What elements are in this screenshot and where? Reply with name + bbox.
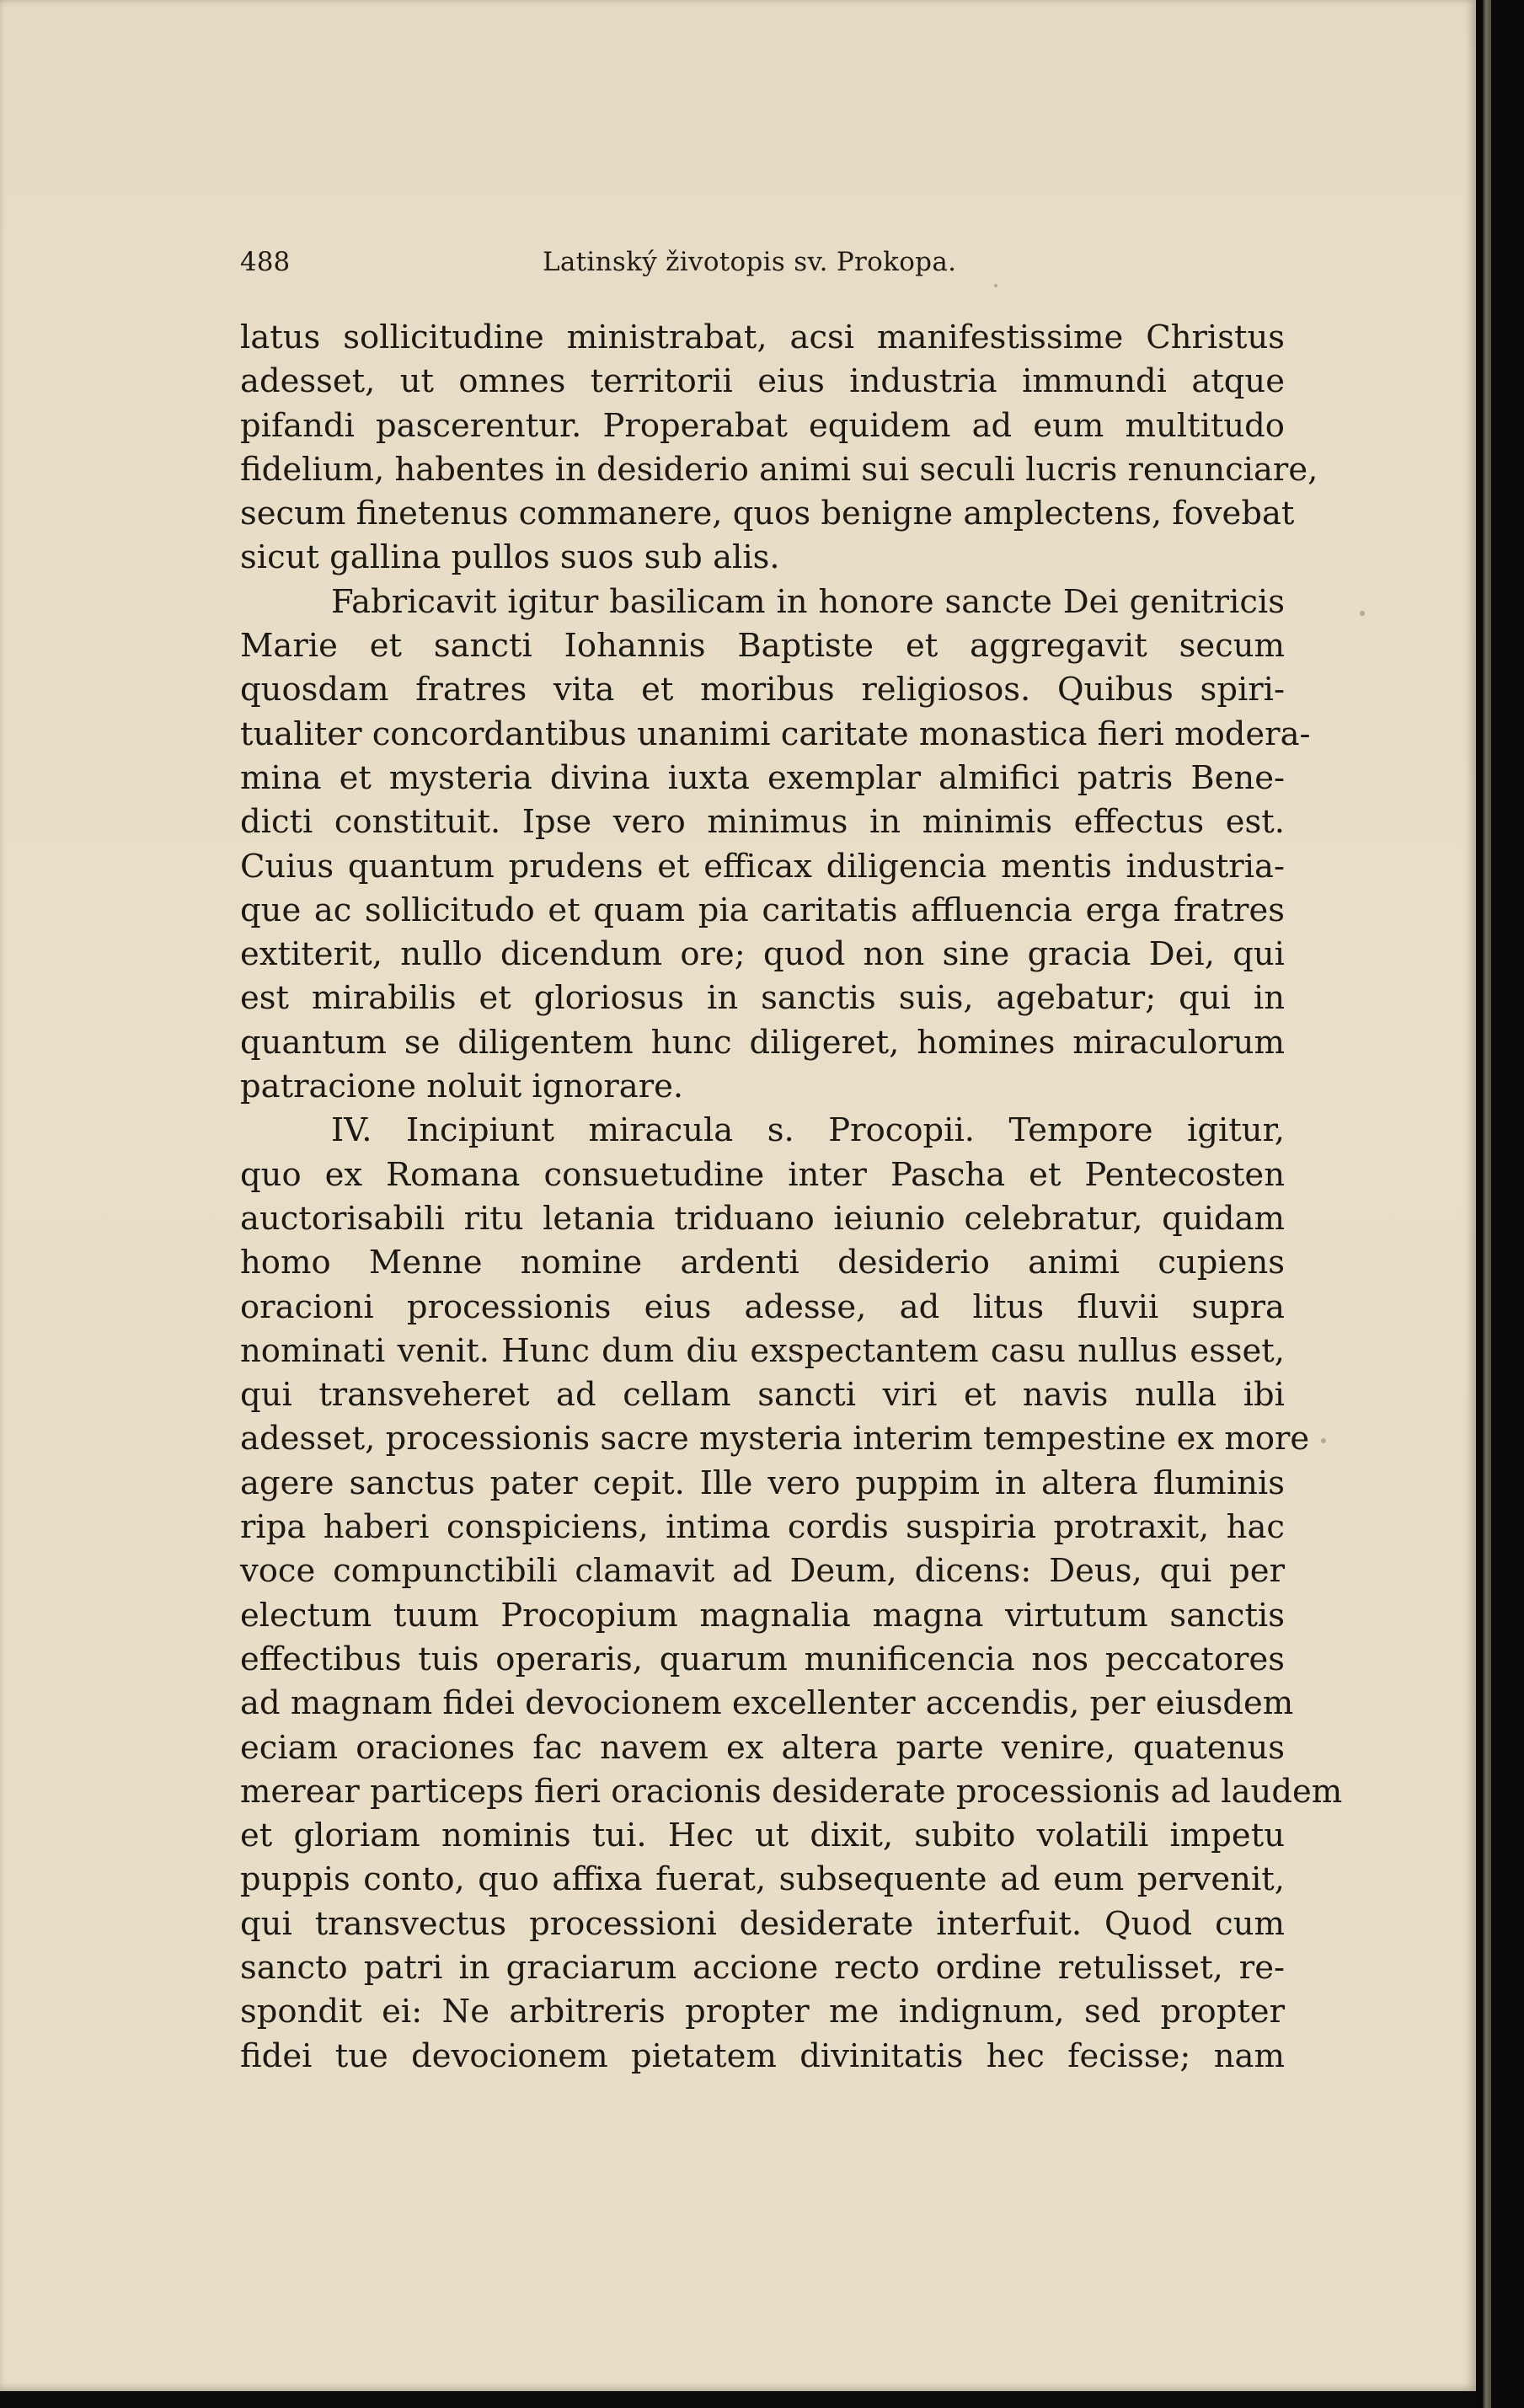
text-line: sicut gallina pullos suos sub alis. — [240, 538, 780, 577]
text-line: pifandi pascerentur. Properabat equidem ad eum multitudo — [240, 406, 1285, 445]
running-head — [240, 247, 1285, 287]
text-line: est mirabilis et gloriosus in sanctis suis, agebatur; qui in — [240, 979, 1285, 1018]
text-line: Cuius quantum prudens et efficax diligencia mentis industria- — [240, 847, 1285, 886]
text-line: mina et mysteria divina iuxta exemplar almifici patris Bene- — [240, 758, 1285, 797]
text-line: quosdam fratres vita et moribus religiosos. Quibus spiri- — [240, 671, 1285, 709]
text-line: extiterit, nullo dicendum ore; quod non sine gracia Dei, qui — [240, 935, 1285, 974]
text-line: et gloriam nominis tui. Hec ut dixit, subito volatili impetu — [240, 1817, 1285, 1855]
text-line: effectibus tuis operaris, quarum munificencia nos peccatores — [240, 1640, 1285, 1678]
text-line: dicti constituit. Ipse vero minimus in minimis effectus est. — [240, 803, 1285, 842]
text-line: qui transvectus processioni desiderate interfuit. Quod cum — [240, 1904, 1285, 1943]
text-line: fidelium, habentes in desiderio animi sui seculi lucris renunciare, — [240, 450, 1318, 489]
text-line: secum finetenus commanere, quos benigne amplectens, fovebat — [240, 495, 1295, 533]
text-line: spondit ei: Ne arbitreris propter me indignum, sed propter — [240, 1993, 1285, 2031]
text-line: quantum se diligentem hunc diligeret, homines miraculorum — [240, 1023, 1285, 1062]
book-edge — [1476, 0, 1524, 2408]
text-line: homo Menne nomine ardenti desiderio animi cupiens — [240, 1244, 1285, 1282]
adjacent-page-edge — [1483, 0, 1491, 2408]
page-number: 488 — [240, 247, 291, 277]
text-line: ripa haberi conspiciens, intima cordis suspiria protraxit, hac — [240, 1508, 1285, 1547]
body-text — [240, 316, 1343, 2079]
paper-speck — [1321, 1438, 1326, 1443]
running-title: Latinský životopis sv. Prokopa. — [543, 247, 957, 277]
text-line: ad magnam fidei devocionem excellenter accendis, per eiusdem — [240, 1684, 1294, 1723]
text-line: que ac sollicitudo et quam pia caritatis affluencia erga fratres — [240, 891, 1285, 929]
text-line: qui transveheret ad cellam sancti viri et navis nulla ibi — [240, 1376, 1285, 1415]
text-line: agere sanctus pater cepit. Ille vero puppim in altera fluminis — [240, 1464, 1285, 1502]
text-line: patracione noluit ignorare. — [240, 1068, 684, 1106]
text-line: sancto patri in graciarum accione recto ordine retulisset, re- — [240, 1948, 1285, 1987]
paper-speck — [994, 284, 997, 287]
text-line: merear particeps fieri oracionis desiderate processionis ad laudem — [240, 1772, 1343, 1811]
text-line: fidei tue devocionem pietatem divinitatis hec fecisse; nam — [240, 2036, 1285, 2075]
text-line: IV. Incipiunt miracula s. Procopii. Tempore igitur, — [331, 1111, 1285, 1150]
text-line: electum tuum Procopium magnalia magna virtutum sanctis — [240, 1596, 1285, 1635]
text-line: nominati venit. Hunc dum diu exspectantem casu nullus esset, — [240, 1331, 1285, 1370]
text-line: eciam oraciones fac navem ex altera parte venire, quatenus — [240, 1728, 1285, 1767]
text-line: oracioni processionis eius adesse, ad litus fluvii supra — [240, 1287, 1285, 1326]
text-line: quo ex Romana consuetudine inter Pascha et Pentecosten — [240, 1155, 1285, 1194]
text-line: puppis conto, quo affixa fuerat, subsequente ad eum pervenit, — [240, 1860, 1285, 1899]
text-line: tualiter concordantibus unanimi caritate monastica fieri modera- — [240, 714, 1311, 753]
text-line: voce compunctibili clamavit ad Deum, dicens: Deus, qui per — [240, 1552, 1285, 1591]
text-line: auctorisabili ritu letania triduano ieiunio celebratur, quidam — [240, 1199, 1285, 1238]
text-line: Fabricavit igitur basilicam in honore sancte Dei genitricis — [331, 582, 1285, 621]
text-line: adesset, processionis sacre mysteria interim tempestine ex more — [240, 1420, 1310, 1458]
text-line: Marie et sancti Iohannis Baptiste et aggregavit secum — [240, 627, 1285, 666]
paper-speck — [1360, 611, 1365, 616]
text-line: adesset, ut omnes territorii eius industria immundi atque — [240, 362, 1285, 401]
text-line: latus sollicitudine ministrabat, acsi manifestissime Christus — [240, 318, 1285, 356]
